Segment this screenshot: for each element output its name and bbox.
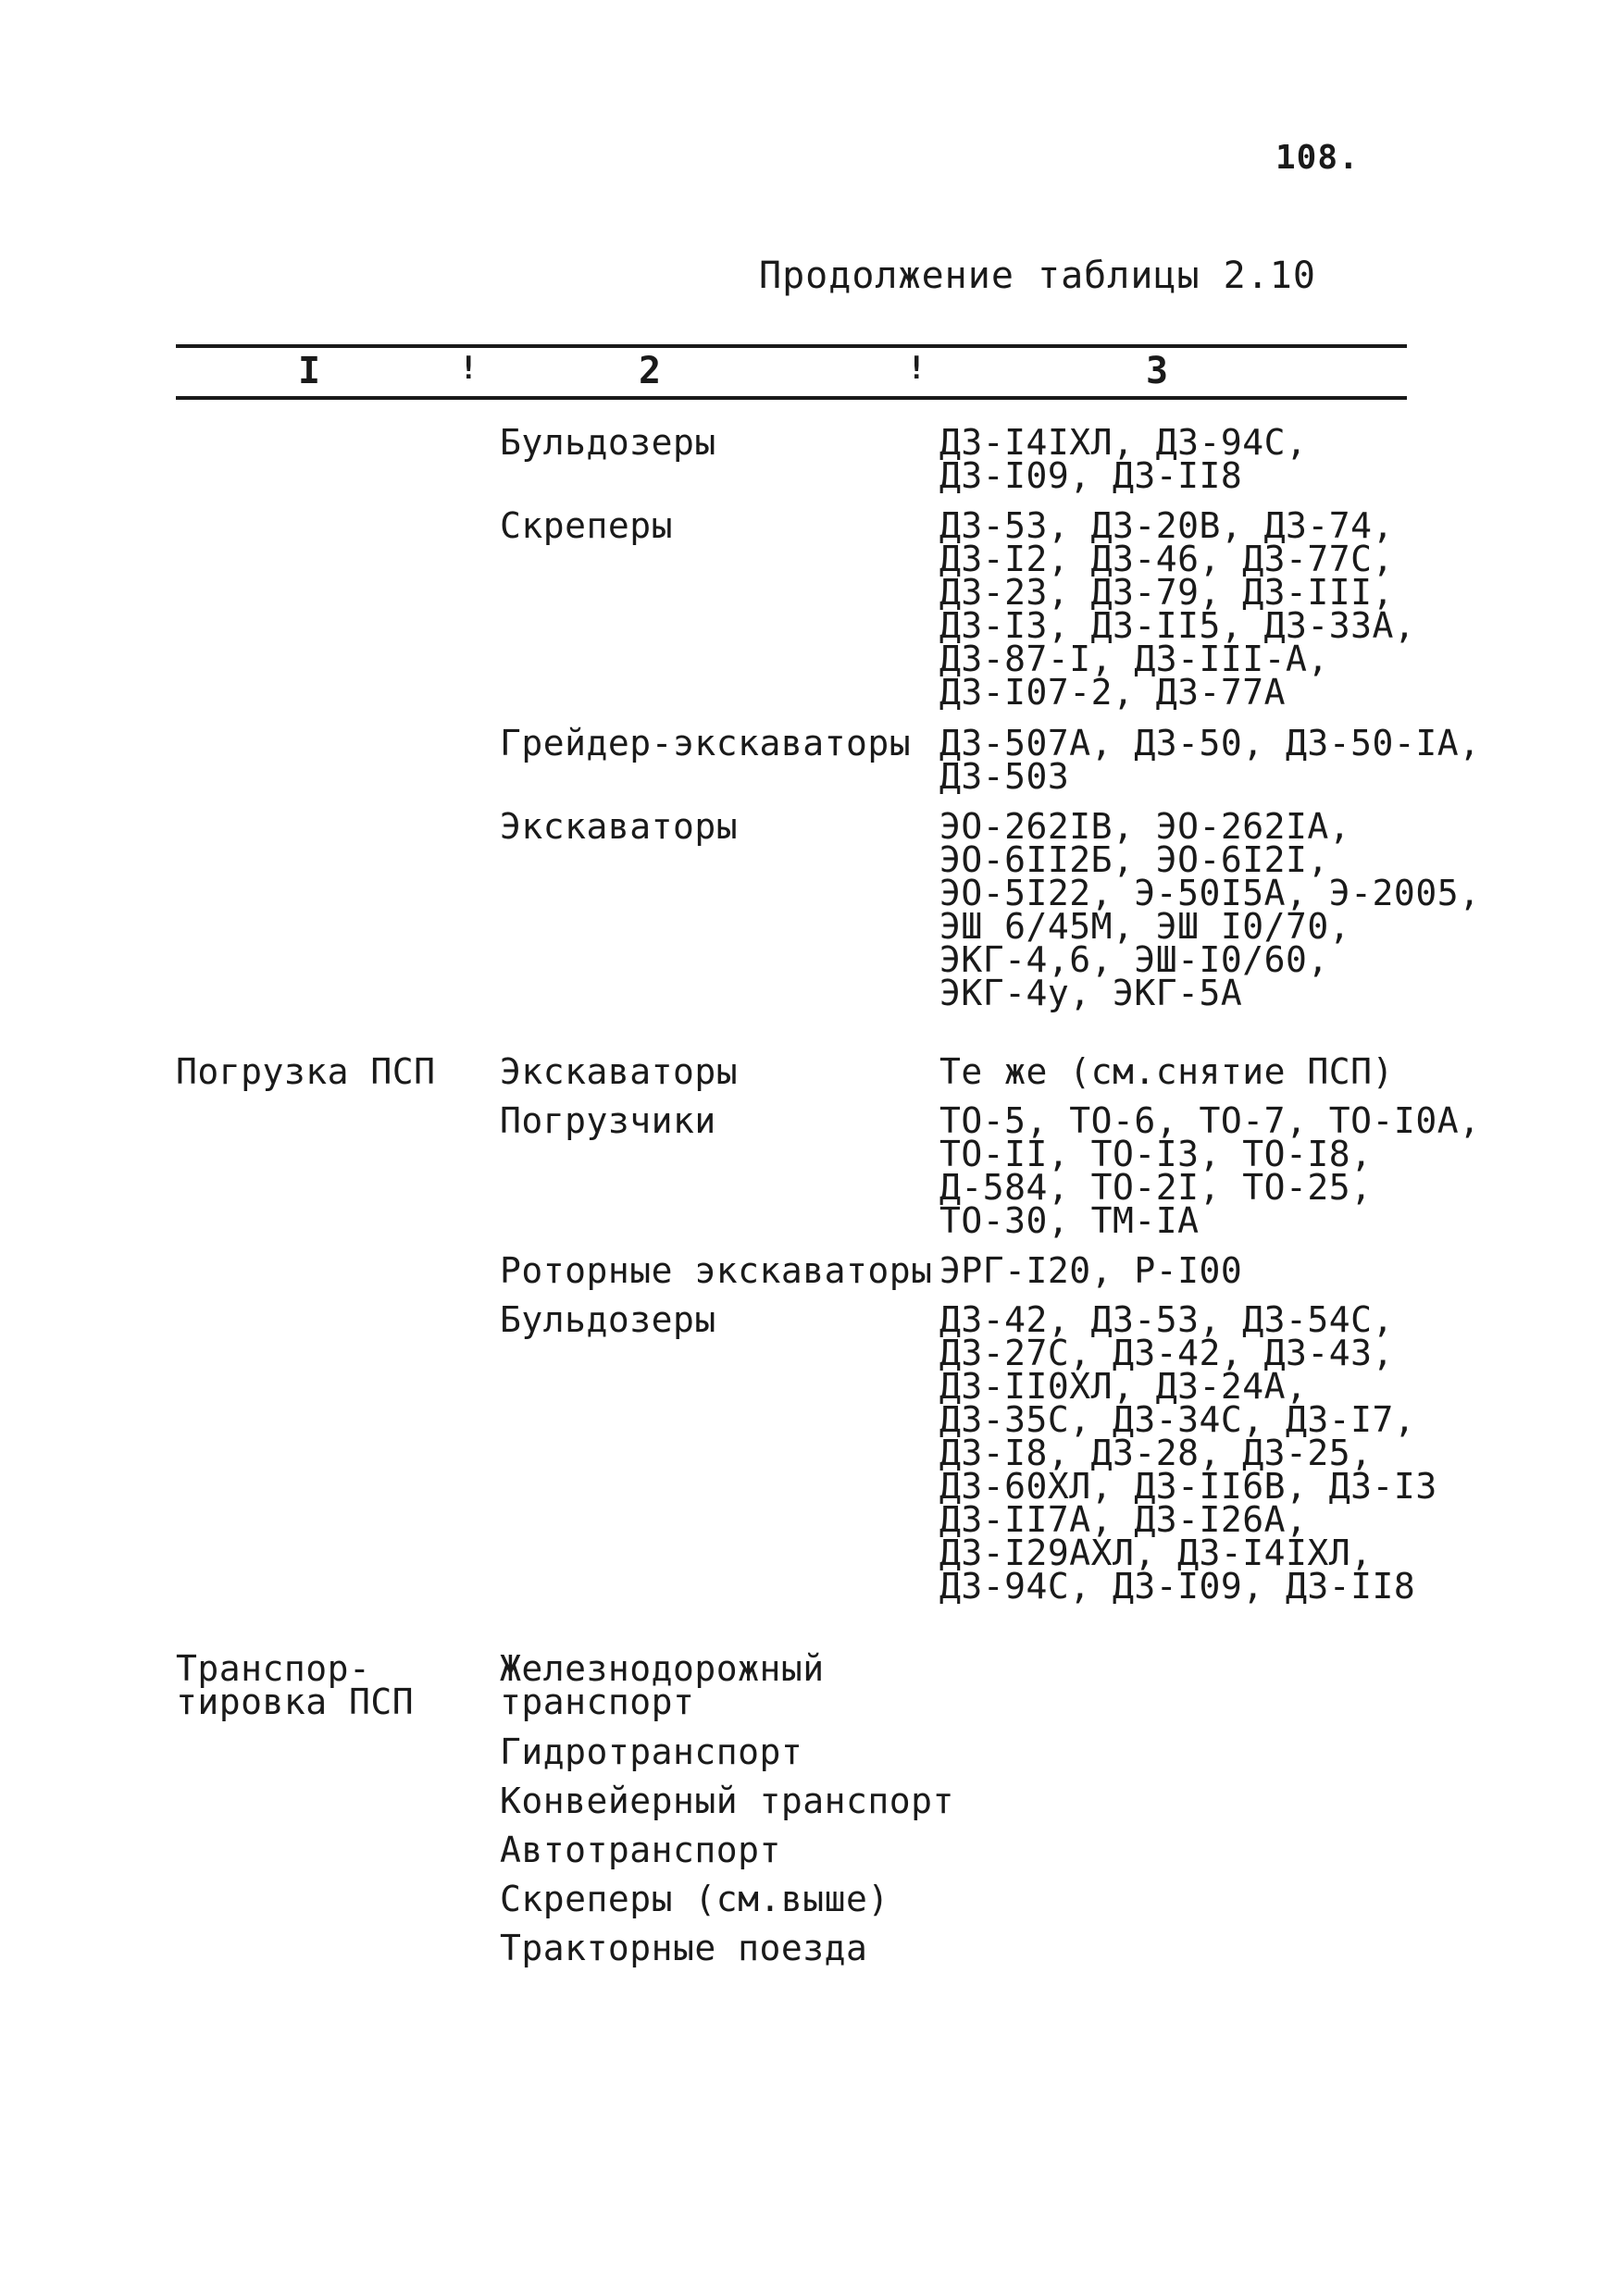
- header-col2: 2: [639, 350, 662, 392]
- cell-machine-type: Бульдозеры: [500, 1299, 716, 1340]
- table-caption: Продолжение таблицы 2.10: [759, 254, 1316, 297]
- cell-machine-type: Тракторные поезда: [500, 1928, 868, 1968]
- cell-machine-type: Конвейерный транспорт: [500, 1781, 954, 1821]
- cell-machine-type: Гидротранспорт: [500, 1731, 803, 1772]
- cell-operation: Транспор- тировка ПСП: [176, 1648, 415, 1722]
- cell-models: ЭРГ-I20, Р-I00: [939, 1250, 1243, 1291]
- cell-machine-type: Бульдозеры: [500, 422, 716, 463]
- cell-machine-type: Роторные экскаваторы: [500, 1250, 933, 1291]
- table-rule-bottom: [176, 396, 1407, 400]
- page-number: 108.: [1275, 139, 1360, 177]
- cell-models: ЭО-262IВ, ЭО-262IА, ЭО-6II2Б, ЭО-6I2I, ЭО-5I22, Э-50I5А, Э-2005, ЭШ 6/45М, ЭШ I0/70, ЭКГ-4,6, ЭШ-I0/60, ЭКГ-4у, ЭКГ-5А: [939, 806, 1481, 1013]
- cell-machine-type: Грейдер-экскаваторы: [500, 723, 912, 763]
- cell-machine-type: Железнодорожный транспорт: [500, 1648, 825, 1722]
- cell-models: ДЗ-53, ДЗ-20В, ДЗ-74, ДЗ-I2, ДЗ-46, ДЗ-77С, ДЗ-23, ДЗ-79, ДЗ-III, ДЗ-I3, ДЗ-II5, ДЗ-33А, ДЗ-87-I, ДЗ-III-А, ДЗ-I07-2, ДЗ-77А: [939, 505, 1416, 713]
- cell-machine-type: Экскаваторы: [500, 806, 739, 847]
- cell-machine-type: Погрузчики: [500, 1100, 716, 1141]
- cell-machine-type: Экскаваторы: [500, 1051, 739, 1092]
- cell-operation: Погрузка ПСП: [176, 1051, 436, 1092]
- cell-models: ДЗ-I4IХЛ, ДЗ-94С, ДЗ-I09, ДЗ-II8: [939, 422, 1308, 496]
- cell-models: Те же (см.снятие ПСП): [939, 1051, 1394, 1092]
- cell-machine-type: Скреперы (см.выше): [500, 1879, 889, 1919]
- cell-machine-type: Автотранспорт: [500, 1830, 781, 1870]
- header-separator-1: !: [459, 350, 479, 387]
- cell-machine-type: Скреперы: [500, 505, 674, 546]
- header-separator-2: !: [907, 350, 927, 387]
- cell-models: ДЗ-507А, ДЗ-50, ДЗ-50-IА, ДЗ-503: [939, 723, 1481, 797]
- cell-models: ТО-5, ТО-6, ТО-7, ТО-I0А, ТО-II, ТО-I3, ТО-I8, Д-584, ТО-2I, ТО-25, ТО-30, ТМ-IА: [939, 1100, 1481, 1241]
- table-rule-top: [176, 344, 1407, 348]
- header-col1: I: [298, 350, 321, 392]
- header-col3: 3: [1146, 350, 1169, 392]
- cell-models: ДЗ-42, ДЗ-53, ДЗ-54С, ДЗ-27С, ДЗ-42, ДЗ-43, ДЗ-II0ХЛ, ДЗ-24А, ДЗ-35С, ДЗ-34С, ДЗ-I7, ДЗ-I8, ДЗ-28, ДЗ-25, ДЗ-60ХЛ, ДЗ-II6В, ДЗ-I3 ДЗ-II7А, ДЗ-I26А, ДЗ-I29АХЛ, ДЗ-I4IХЛ, ДЗ-94С, ДЗ-I09, ДЗ-II8: [939, 1299, 1437, 1607]
